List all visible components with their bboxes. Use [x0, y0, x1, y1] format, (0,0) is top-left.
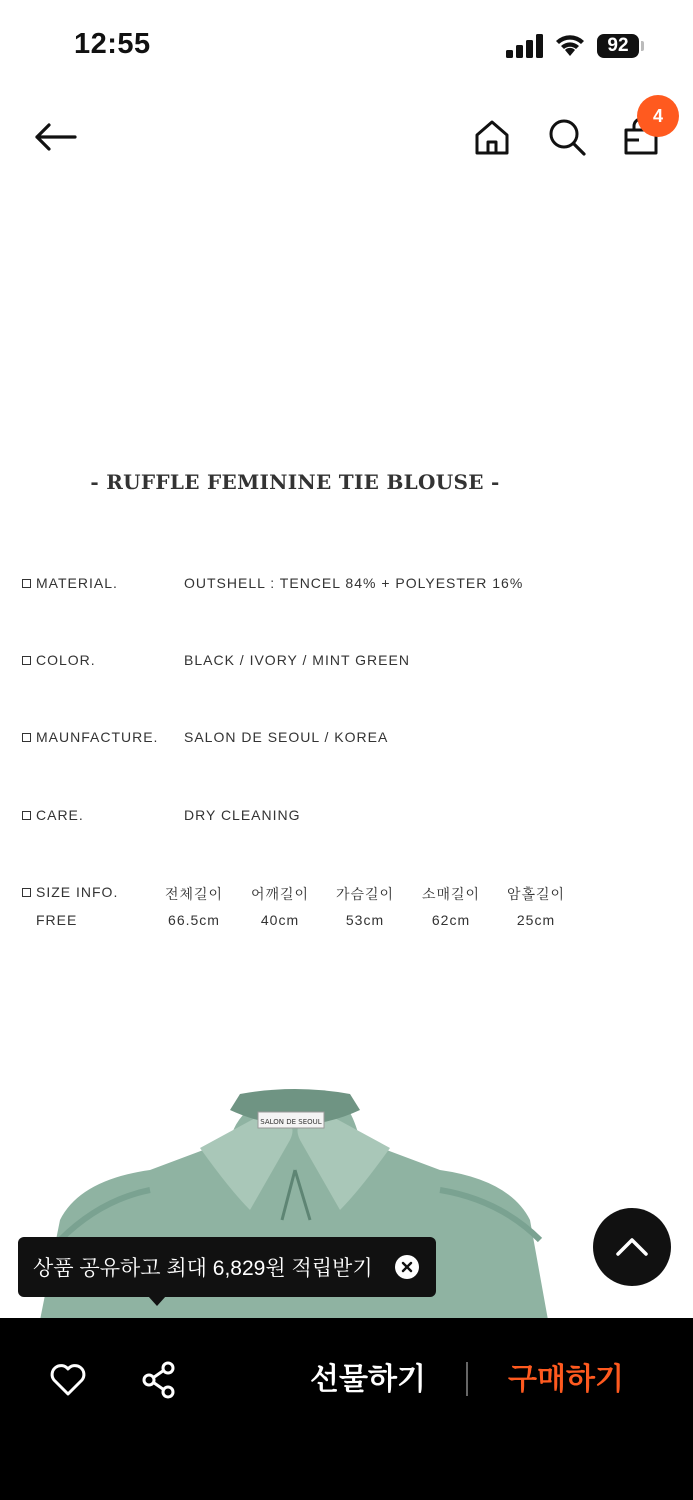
size-info-label: SIZE INFO. — [36, 884, 119, 900]
size-column-header: 가슴길이 — [335, 886, 395, 902]
size-column-header: 전체길이 — [164, 886, 224, 902]
square-bullet-icon — [22, 656, 31, 665]
cellular-signal-icon — [506, 34, 544, 58]
size-column-header: 어깨길이 — [250, 886, 310, 902]
button-divider — [466, 1362, 468, 1396]
status-bar — [0, 0, 693, 92]
close-icon — [401, 1261, 413, 1273]
size-value: 53cm — [345, 912, 385, 928]
arrow-left-icon — [33, 122, 77, 152]
tooltip-close-button[interactable] — [395, 1255, 419, 1279]
back-button[interactable] — [30, 112, 80, 162]
status-time: 12:55 — [74, 28, 151, 60]
spec-label: COLOR. — [36, 652, 96, 668]
spec-label: MAUNFACTURE. — [36, 729, 159, 745]
share-button[interactable] — [137, 1358, 181, 1402]
size-value: 66.5cm — [168, 912, 220, 928]
square-bullet-icon — [22, 579, 31, 588]
spec-value: DRY CLEANING — [184, 807, 301, 823]
spec-value: OUTSHELL : TENCEL 84% + POLYESTER 16% — [184, 575, 524, 591]
bottom-action-bar — [0, 1318, 693, 1500]
spec-label: MATERIAL. — [36, 575, 118, 591]
battery-indicator: 92 — [597, 34, 639, 58]
heart-icon — [49, 1363, 87, 1397]
size-column-header: 암홀길이 — [506, 886, 566, 902]
size-name: FREE — [36, 912, 78, 928]
size-value: 25cm — [516, 912, 556, 928]
top-nav — [0, 92, 693, 184]
search-button[interactable] — [542, 112, 592, 162]
product-title: - RUFFLE FEMININE TIE BLOUSE - — [90, 470, 500, 494]
size-column-header: 소매길이 — [421, 886, 481, 902]
home-button[interactable] — [467, 112, 517, 162]
home-icon — [473, 118, 511, 156]
tooltip-text: 상품 공유하고 최대 6,829원 적립받기 — [33, 1257, 373, 1280]
tooltip-pointer — [148, 1296, 166, 1306]
spec-value: SALON DE SEOUL / KOREA — [184, 729, 389, 745]
like-button[interactable] — [46, 1358, 90, 1402]
chevron-up-icon — [615, 1237, 649, 1257]
square-bullet-icon — [22, 811, 31, 820]
battery-tip — [641, 41, 644, 51]
wifi-icon — [555, 31, 585, 57]
share-icon — [141, 1361, 177, 1399]
search-icon — [547, 117, 587, 157]
garment-label-tag: SALON DE SEOUL — [260, 1118, 322, 1126]
share-reward-tooltip — [18, 1237, 436, 1297]
square-bullet-icon — [22, 888, 31, 897]
scroll-to-top-button[interactable] — [593, 1208, 671, 1286]
size-value: 40cm — [260, 912, 300, 928]
spec-value: BLACK / IVORY / MINT GREEN — [184, 652, 410, 668]
cart-count-badge: 4 — [637, 95, 679, 137]
gift-button[interactable]: 선물하기 — [310, 1363, 426, 1396]
square-bullet-icon — [22, 733, 31, 742]
spec-label: CARE. — [36, 807, 84, 823]
buy-button[interactable]: 구매하기 — [508, 1363, 624, 1396]
size-value: 62cm — [431, 912, 471, 928]
